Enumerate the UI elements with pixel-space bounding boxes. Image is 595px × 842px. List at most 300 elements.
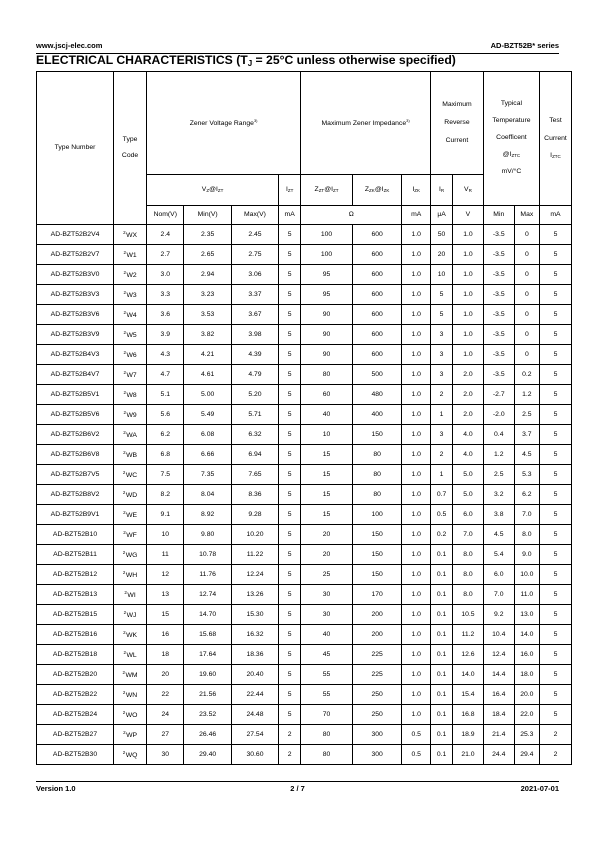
tc-max-cell: 13.0 bbox=[514, 605, 539, 625]
izk-cell: 1.0 bbox=[402, 385, 431, 405]
table-row bbox=[37, 565, 572, 585]
izt-cell: 5 bbox=[279, 545, 301, 565]
vz-nom-cell: 2.4 bbox=[147, 225, 184, 245]
itest-cell: 5 bbox=[539, 305, 571, 325]
table-row bbox=[37, 245, 572, 265]
type-code-cell: $^2$WK bbox=[114, 625, 147, 645]
type-number-cell: AD-BZT52B24 bbox=[37, 705, 114, 725]
vr-cell: 12.6 bbox=[453, 645, 484, 665]
type-number-cell: AD-BZT52B2V4 bbox=[37, 225, 114, 245]
vz-max-cell: 27.54 bbox=[231, 725, 278, 745]
tc-min-cell: 5.4 bbox=[483, 545, 514, 565]
ir-cell: 3 bbox=[431, 345, 453, 365]
table-row bbox=[37, 405, 572, 425]
vr-cell: 7.0 bbox=[453, 525, 484, 545]
izk-cell: 1.0 bbox=[402, 565, 431, 585]
vz-nom-cell: 4.3 bbox=[147, 345, 184, 365]
series-name: AD-BZT52B* series bbox=[490, 41, 559, 50]
tc-min-cell: -2.0 bbox=[483, 405, 514, 425]
ir-cell: 2 bbox=[431, 385, 453, 405]
izk-cell: 1.0 bbox=[402, 285, 431, 305]
vz-max-cell: 16.32 bbox=[231, 625, 278, 645]
ir-cell: 0.1 bbox=[431, 685, 453, 705]
ir-cell: 0.2 bbox=[431, 525, 453, 545]
zzt-cell: 60 bbox=[301, 385, 353, 405]
zzk-cell: 100 bbox=[352, 505, 402, 525]
tc-max-cell: 0 bbox=[514, 285, 539, 305]
zzk-cell: 600 bbox=[352, 325, 402, 345]
unit-min: Min(V) bbox=[184, 206, 231, 225]
izk-cell: 1.0 bbox=[402, 465, 431, 485]
type-code-cell: $^2$WE bbox=[114, 505, 147, 525]
vz-max-cell: 18.36 bbox=[231, 645, 278, 665]
zzt-cell: 10 bbox=[301, 425, 353, 445]
tc-min-cell: 14.4 bbox=[483, 665, 514, 685]
ir-cell: 1 bbox=[431, 405, 453, 425]
vr-cell: 5.0 bbox=[453, 485, 484, 505]
zzt-cell: 80 bbox=[301, 745, 353, 765]
unit-ua: μA bbox=[431, 206, 453, 225]
vz-nom-cell: 3.6 bbox=[147, 305, 184, 325]
zzk-cell: 600 bbox=[352, 285, 402, 305]
izk-cell: 1.0 bbox=[402, 645, 431, 665]
ir-cell: 20 bbox=[431, 245, 453, 265]
vr-cell: 5.0 bbox=[453, 465, 484, 485]
vr-cell: 21.0 bbox=[453, 745, 484, 765]
tc-max-cell: 14.0 bbox=[514, 625, 539, 645]
type-number-cell: AD-BZT52B3V6 bbox=[37, 305, 114, 325]
vr-cell: 2.0 bbox=[453, 405, 484, 425]
tc-max-cell: 0 bbox=[514, 325, 539, 345]
type-code-cell: $^2$WO bbox=[114, 705, 147, 725]
izk-header: $I_{ZK}$ bbox=[402, 175, 431, 206]
vz-max-cell: 11.22 bbox=[231, 545, 278, 565]
vz-nom-cell: 3.9 bbox=[147, 325, 184, 345]
table-row bbox=[37, 305, 572, 325]
izk-cell: 1.0 bbox=[402, 545, 431, 565]
izk-cell: 1.0 bbox=[402, 665, 431, 685]
table-row bbox=[37, 705, 572, 725]
zzk-cell: 600 bbox=[352, 345, 402, 365]
table-row bbox=[37, 385, 572, 405]
vr-header: $V_R$ bbox=[453, 175, 484, 206]
vz-min-cell: 21.56 bbox=[184, 685, 231, 705]
ir-cell: 0.1 bbox=[431, 745, 453, 765]
vr-cell: 10.5 bbox=[453, 605, 484, 625]
table-row bbox=[37, 645, 572, 665]
zener-range-header: Zener Voltage Range$^{3)}$ bbox=[147, 72, 301, 175]
table-row bbox=[37, 485, 572, 505]
test-current-header: Test Current $I_{ZTC}$ bbox=[539, 72, 571, 206]
tc-max-cell: 0 bbox=[514, 345, 539, 365]
tc-min-cell: 2.5 bbox=[483, 465, 514, 485]
ir-cell: 0.1 bbox=[431, 645, 453, 665]
type-code-cell: $^2$W9 bbox=[114, 405, 147, 425]
tc-max-cell: 0 bbox=[514, 245, 539, 265]
zzk-cell: 600 bbox=[352, 245, 402, 265]
vz-max-cell: 8.36 bbox=[231, 485, 278, 505]
vr-cell: 11.2 bbox=[453, 625, 484, 645]
ir-cell: 0.5 bbox=[431, 505, 453, 525]
type-number-cell: AD-BZT52B20 bbox=[37, 665, 114, 685]
itest-cell: 5 bbox=[539, 545, 571, 565]
tc-max-cell: 22.0 bbox=[514, 705, 539, 725]
ir-cell: 0.1 bbox=[431, 565, 453, 585]
page-number: 2 / 7 bbox=[290, 784, 305, 793]
vz-max-cell: 22.44 bbox=[231, 685, 278, 705]
vz-nom-cell: 3.0 bbox=[147, 265, 184, 285]
table-row bbox=[37, 345, 572, 365]
itest-cell: 5 bbox=[539, 225, 571, 245]
vr-cell: 1.0 bbox=[453, 225, 484, 245]
zzk-cell: 600 bbox=[352, 305, 402, 325]
zzk-cell: 150 bbox=[352, 525, 402, 545]
type-code-cell: $^2$WB bbox=[114, 445, 147, 465]
tc-min-cell: -3.5 bbox=[483, 365, 514, 385]
vz-nom-cell: 2.7 bbox=[147, 245, 184, 265]
ir-cell: 5 bbox=[431, 285, 453, 305]
vz-max-cell: 7.65 bbox=[231, 465, 278, 485]
vr-cell: 1.0 bbox=[453, 325, 484, 345]
zzt-cell: 90 bbox=[301, 345, 353, 365]
itest-cell: 5 bbox=[539, 285, 571, 305]
type-number-cell: AD-BZT52B3V0 bbox=[37, 265, 114, 285]
type-number-cell: AD-BZT52B5V1 bbox=[37, 385, 114, 405]
vz-nom-cell: 20 bbox=[147, 665, 184, 685]
izt-cell: 2 bbox=[279, 725, 301, 745]
type-code-cell: $^2$WN bbox=[114, 685, 147, 705]
type-code-cell: $^2$W4 bbox=[114, 305, 147, 325]
tc-max-cell: 5.3 bbox=[514, 465, 539, 485]
izt-cell: 5 bbox=[279, 665, 301, 685]
vz-min-cell: 2.65 bbox=[184, 245, 231, 265]
itest-cell: 5 bbox=[539, 245, 571, 265]
ir-cell: 0.1 bbox=[431, 605, 453, 625]
tc-min-cell: 18.4 bbox=[483, 705, 514, 725]
vz-nom-cell: 27 bbox=[147, 725, 184, 745]
izk-cell: 1.0 bbox=[402, 505, 431, 525]
izk-cell: 1.0 bbox=[402, 705, 431, 725]
vr-cell: 1.0 bbox=[453, 345, 484, 365]
tc-max-cell: 25.3 bbox=[514, 725, 539, 745]
max-reverse-header: Maximum Reverse Current bbox=[431, 72, 484, 175]
vz-max-cell: 5.20 bbox=[231, 385, 278, 405]
itest-cell: 5 bbox=[539, 405, 571, 425]
type-code-cell: $^2$WL bbox=[114, 645, 147, 665]
itest-cell: 5 bbox=[539, 505, 571, 525]
itest-cell: 5 bbox=[539, 705, 571, 725]
izk-cell: 1.0 bbox=[402, 525, 431, 545]
izt-cell: 5 bbox=[279, 445, 301, 465]
zzt-cell: 100 bbox=[301, 245, 353, 265]
izk-cell: 1.0 bbox=[402, 225, 431, 245]
vz-min-cell: 4.21 bbox=[184, 345, 231, 365]
vr-cell: 1.0 bbox=[453, 245, 484, 265]
type-code-cell: $^2$WJ bbox=[114, 605, 147, 625]
type-code-header: Type Code bbox=[114, 72, 147, 225]
vz-min-cell: 2.94 bbox=[184, 265, 231, 285]
vz-nom-cell: 16 bbox=[147, 625, 184, 645]
tc-min-cell: -3.5 bbox=[483, 225, 514, 245]
unit-ma: mA bbox=[539, 206, 571, 225]
vz-nom-cell: 5.1 bbox=[147, 385, 184, 405]
itest-cell: 5 bbox=[539, 525, 571, 545]
type-number-header: Type Number bbox=[37, 72, 114, 225]
zzk-cell: 225 bbox=[352, 645, 402, 665]
type-number-cell: AD-BZT52B6V2 bbox=[37, 425, 114, 445]
vr-cell: 6.0 bbox=[453, 505, 484, 525]
vz-min-cell: 11.76 bbox=[184, 565, 231, 585]
type-code-cell: $^2$W1 bbox=[114, 245, 147, 265]
izk-cell: 1.0 bbox=[402, 685, 431, 705]
ir-cell: 0.1 bbox=[431, 585, 453, 605]
vz-min-cell: 7.35 bbox=[184, 465, 231, 485]
izk-cell: 1.0 bbox=[402, 625, 431, 645]
table-row bbox=[37, 425, 572, 445]
vz-nom-cell: 30 bbox=[147, 745, 184, 765]
unit-v: V bbox=[453, 206, 484, 225]
table-row bbox=[37, 525, 572, 545]
zzt-cell: 80 bbox=[301, 725, 353, 745]
izk-cell: 1.0 bbox=[402, 585, 431, 605]
table-row bbox=[37, 225, 572, 245]
type-code-cell: $^2$WQ bbox=[114, 745, 147, 765]
vz-min-cell: 6.66 bbox=[184, 445, 231, 465]
vz-max-cell: 3.98 bbox=[231, 325, 278, 345]
izt-cell: 5 bbox=[279, 625, 301, 645]
type-code-cell: $^2$W3 bbox=[114, 285, 147, 305]
zzt-cell: 20 bbox=[301, 545, 353, 565]
vz-header: $V_Z@I_{ZT}$ bbox=[147, 175, 279, 206]
unit-ma: mA bbox=[279, 206, 301, 225]
vz-nom-cell: 22 bbox=[147, 685, 184, 705]
vz-max-cell: 6.32 bbox=[231, 425, 278, 445]
vz-min-cell: 8.04 bbox=[184, 485, 231, 505]
table-row bbox=[37, 325, 572, 345]
type-number-cell: AD-BZT52B18 bbox=[37, 645, 114, 665]
zzt-cell: 90 bbox=[301, 305, 353, 325]
table-row bbox=[37, 625, 572, 645]
vz-nom-cell: 24 bbox=[147, 705, 184, 725]
zzk-cell: 80 bbox=[352, 445, 402, 465]
tc-max-cell: 2.5 bbox=[514, 405, 539, 425]
type-code-cell: $^2$WH bbox=[114, 565, 147, 585]
vr-cell: 2.0 bbox=[453, 385, 484, 405]
tc-min-cell: 16.4 bbox=[483, 685, 514, 705]
zzk-cell: 80 bbox=[352, 465, 402, 485]
vr-cell: 1.0 bbox=[453, 285, 484, 305]
izt-cell: 5 bbox=[279, 685, 301, 705]
vz-min-cell: 15.68 bbox=[184, 625, 231, 645]
tc-max-cell: 16.0 bbox=[514, 645, 539, 665]
vr-cell: 8.0 bbox=[453, 565, 484, 585]
zzt-cell: 15 bbox=[301, 445, 353, 465]
table-row bbox=[37, 745, 572, 765]
unit-nom: Nom(V) bbox=[147, 206, 184, 225]
type-number-cell: AD-BZT52B8V2 bbox=[37, 485, 114, 505]
vz-min-cell: 8.92 bbox=[184, 505, 231, 525]
vz-min-cell: 5.49 bbox=[184, 405, 231, 425]
zzt-cell: 20 bbox=[301, 525, 353, 545]
vz-nom-cell: 6.8 bbox=[147, 445, 184, 465]
ir-cell: 10 bbox=[431, 265, 453, 285]
type-number-cell: AD-BZT52B11 bbox=[37, 545, 114, 565]
tc-max-cell: 0 bbox=[514, 305, 539, 325]
zzk-cell: 300 bbox=[352, 725, 402, 745]
tc-max-cell: 9.0 bbox=[514, 545, 539, 565]
tc-min-cell: 21.4 bbox=[483, 725, 514, 745]
tc-min-cell: 3.8 bbox=[483, 505, 514, 525]
zzt-cell: 45 bbox=[301, 645, 353, 665]
type-code-cell: $^2$W2 bbox=[114, 265, 147, 285]
izt-cell: 5 bbox=[279, 525, 301, 545]
izk-cell: 0.5 bbox=[402, 745, 431, 765]
vz-max-cell: 3.06 bbox=[231, 265, 278, 285]
vz-min-cell: 26.46 bbox=[184, 725, 231, 745]
type-number-cell: AD-BZT52B6V8 bbox=[37, 445, 114, 465]
tc-max-cell: 0.2 bbox=[514, 365, 539, 385]
zzt-header: $Z_{ZT}@I_{ZT}$ bbox=[301, 175, 353, 206]
izk-cell: 1.0 bbox=[402, 265, 431, 285]
izt-cell: 5 bbox=[279, 365, 301, 385]
table-row bbox=[37, 265, 572, 285]
izk-cell: 1.0 bbox=[402, 245, 431, 265]
izk-cell: 1.0 bbox=[402, 345, 431, 365]
izt-cell: 5 bbox=[279, 245, 301, 265]
itest-cell: 2 bbox=[539, 725, 571, 745]
izt-cell: 5 bbox=[279, 565, 301, 585]
vz-min-cell: 6.08 bbox=[184, 425, 231, 445]
type-code-cell: $^2$WX bbox=[114, 225, 147, 245]
ir-cell: 50 bbox=[431, 225, 453, 245]
izt-cell: 5 bbox=[279, 285, 301, 305]
type-number-cell: AD-BZT52B16 bbox=[37, 625, 114, 645]
zzt-cell: 90 bbox=[301, 325, 353, 345]
vz-nom-cell: 3.3 bbox=[147, 285, 184, 305]
type-code-cell: $^2$WC bbox=[114, 465, 147, 485]
itest-cell: 5 bbox=[539, 365, 571, 385]
izt-cell: 5 bbox=[279, 425, 301, 445]
zzk-cell: 480 bbox=[352, 385, 402, 405]
itest-cell: 5 bbox=[539, 665, 571, 685]
izt-cell: 5 bbox=[279, 705, 301, 725]
zzk-cell: 600 bbox=[352, 265, 402, 285]
vz-max-cell: 20.40 bbox=[231, 665, 278, 685]
ir-cell: 3 bbox=[431, 325, 453, 345]
table-row bbox=[37, 505, 572, 525]
vz-nom-cell: 15 bbox=[147, 605, 184, 625]
type-number-cell: AD-BZT52B2V7 bbox=[37, 245, 114, 265]
tc-max-cell: 29.4 bbox=[514, 745, 539, 765]
itest-cell: 5 bbox=[539, 685, 571, 705]
vz-nom-cell: 8.2 bbox=[147, 485, 184, 505]
vr-cell: 4.0 bbox=[453, 425, 484, 445]
zzk-cell: 150 bbox=[352, 565, 402, 585]
vz-min-cell: 12.74 bbox=[184, 585, 231, 605]
izt-cell: 2 bbox=[279, 745, 301, 765]
tc-min-cell: 12.4 bbox=[483, 645, 514, 665]
website-url: www.jscj-elec.com bbox=[36, 41, 103, 50]
vz-nom-cell: 5.6 bbox=[147, 405, 184, 425]
type-code-cell: $^2$W6 bbox=[114, 345, 147, 365]
vz-max-cell: 9.28 bbox=[231, 505, 278, 525]
vz-max-cell: 3.67 bbox=[231, 305, 278, 325]
tc-min-cell: -3.5 bbox=[483, 285, 514, 305]
itest-cell: 5 bbox=[539, 565, 571, 585]
zzk-cell: 150 bbox=[352, 425, 402, 445]
zzt-cell: 25 bbox=[301, 565, 353, 585]
vz-max-cell: 4.79 bbox=[231, 365, 278, 385]
table-row bbox=[37, 365, 572, 385]
tc-max-cell: 11.0 bbox=[514, 585, 539, 605]
vz-max-cell: 15.30 bbox=[231, 605, 278, 625]
type-number-cell: AD-BZT52B12 bbox=[37, 565, 114, 585]
tc-max-cell: 20.0 bbox=[514, 685, 539, 705]
izt-cell: 5 bbox=[279, 645, 301, 665]
izt-cell: 5 bbox=[279, 485, 301, 505]
izt-cell: 5 bbox=[279, 385, 301, 405]
vz-nom-cell: 4.7 bbox=[147, 365, 184, 385]
tc-max-cell: 4.5 bbox=[514, 445, 539, 465]
ir-cell: 0.1 bbox=[431, 665, 453, 685]
tc-min-cell: 4.5 bbox=[483, 525, 514, 545]
ir-cell: 0.1 bbox=[431, 625, 453, 645]
type-number-cell: AD-BZT52B10 bbox=[37, 525, 114, 545]
itest-cell: 5 bbox=[539, 265, 571, 285]
tc-min-cell: -3.5 bbox=[483, 325, 514, 345]
type-code-cell: $^2$WG bbox=[114, 545, 147, 565]
vz-nom-cell: 18 bbox=[147, 645, 184, 665]
zzk-cell: 150 bbox=[352, 545, 402, 565]
tc-min-cell: -3.5 bbox=[483, 345, 514, 365]
vz-nom-cell: 12 bbox=[147, 565, 184, 585]
vr-cell: 4.0 bbox=[453, 445, 484, 465]
ir-cell: 3 bbox=[431, 425, 453, 445]
vr-cell: 8.0 bbox=[453, 585, 484, 605]
vz-max-cell: 12.24 bbox=[231, 565, 278, 585]
zzt-cell: 15 bbox=[301, 485, 353, 505]
header-row-1 bbox=[37, 72, 572, 175]
vr-cell: 2.0 bbox=[453, 365, 484, 385]
izt-cell: 5 bbox=[279, 405, 301, 425]
zzk-cell: 170 bbox=[352, 585, 402, 605]
type-code-cell: $^2$W8 bbox=[114, 385, 147, 405]
ir-cell: 0.7 bbox=[431, 485, 453, 505]
vz-min-cell: 4.61 bbox=[184, 365, 231, 385]
itest-cell: 5 bbox=[539, 345, 571, 365]
zzt-cell: 55 bbox=[301, 665, 353, 685]
izt-header: $I_{ZT}$ bbox=[279, 175, 301, 206]
page-title: ELECTRICAL CHARACTERISTICS ($T_J = 25^\circ C$ unless otherwise specified) bbox=[36, 53, 456, 68]
tc-min-cell: 9.2 bbox=[483, 605, 514, 625]
table-row bbox=[37, 545, 572, 565]
tc-min-cell: 24.4 bbox=[483, 745, 514, 765]
izk-cell: 1.0 bbox=[402, 325, 431, 345]
vz-nom-cell: 7.5 bbox=[147, 465, 184, 485]
type-number-cell: AD-BZT52B3V3 bbox=[37, 285, 114, 305]
tc-min-cell: 1.2 bbox=[483, 445, 514, 465]
vz-nom-cell: 9.1 bbox=[147, 505, 184, 525]
izt-cell: 5 bbox=[279, 325, 301, 345]
tc-max-cell: 10.0 bbox=[514, 565, 539, 585]
vz-max-cell: 6.94 bbox=[231, 445, 278, 465]
vz-max-cell: 10.20 bbox=[231, 525, 278, 545]
zzt-cell: 15 bbox=[301, 505, 353, 525]
vz-min-cell: 3.53 bbox=[184, 305, 231, 325]
zzt-cell: 30 bbox=[301, 605, 353, 625]
zzk-cell: 200 bbox=[352, 605, 402, 625]
type-number-cell: AD-BZT52B4V3 bbox=[37, 345, 114, 365]
